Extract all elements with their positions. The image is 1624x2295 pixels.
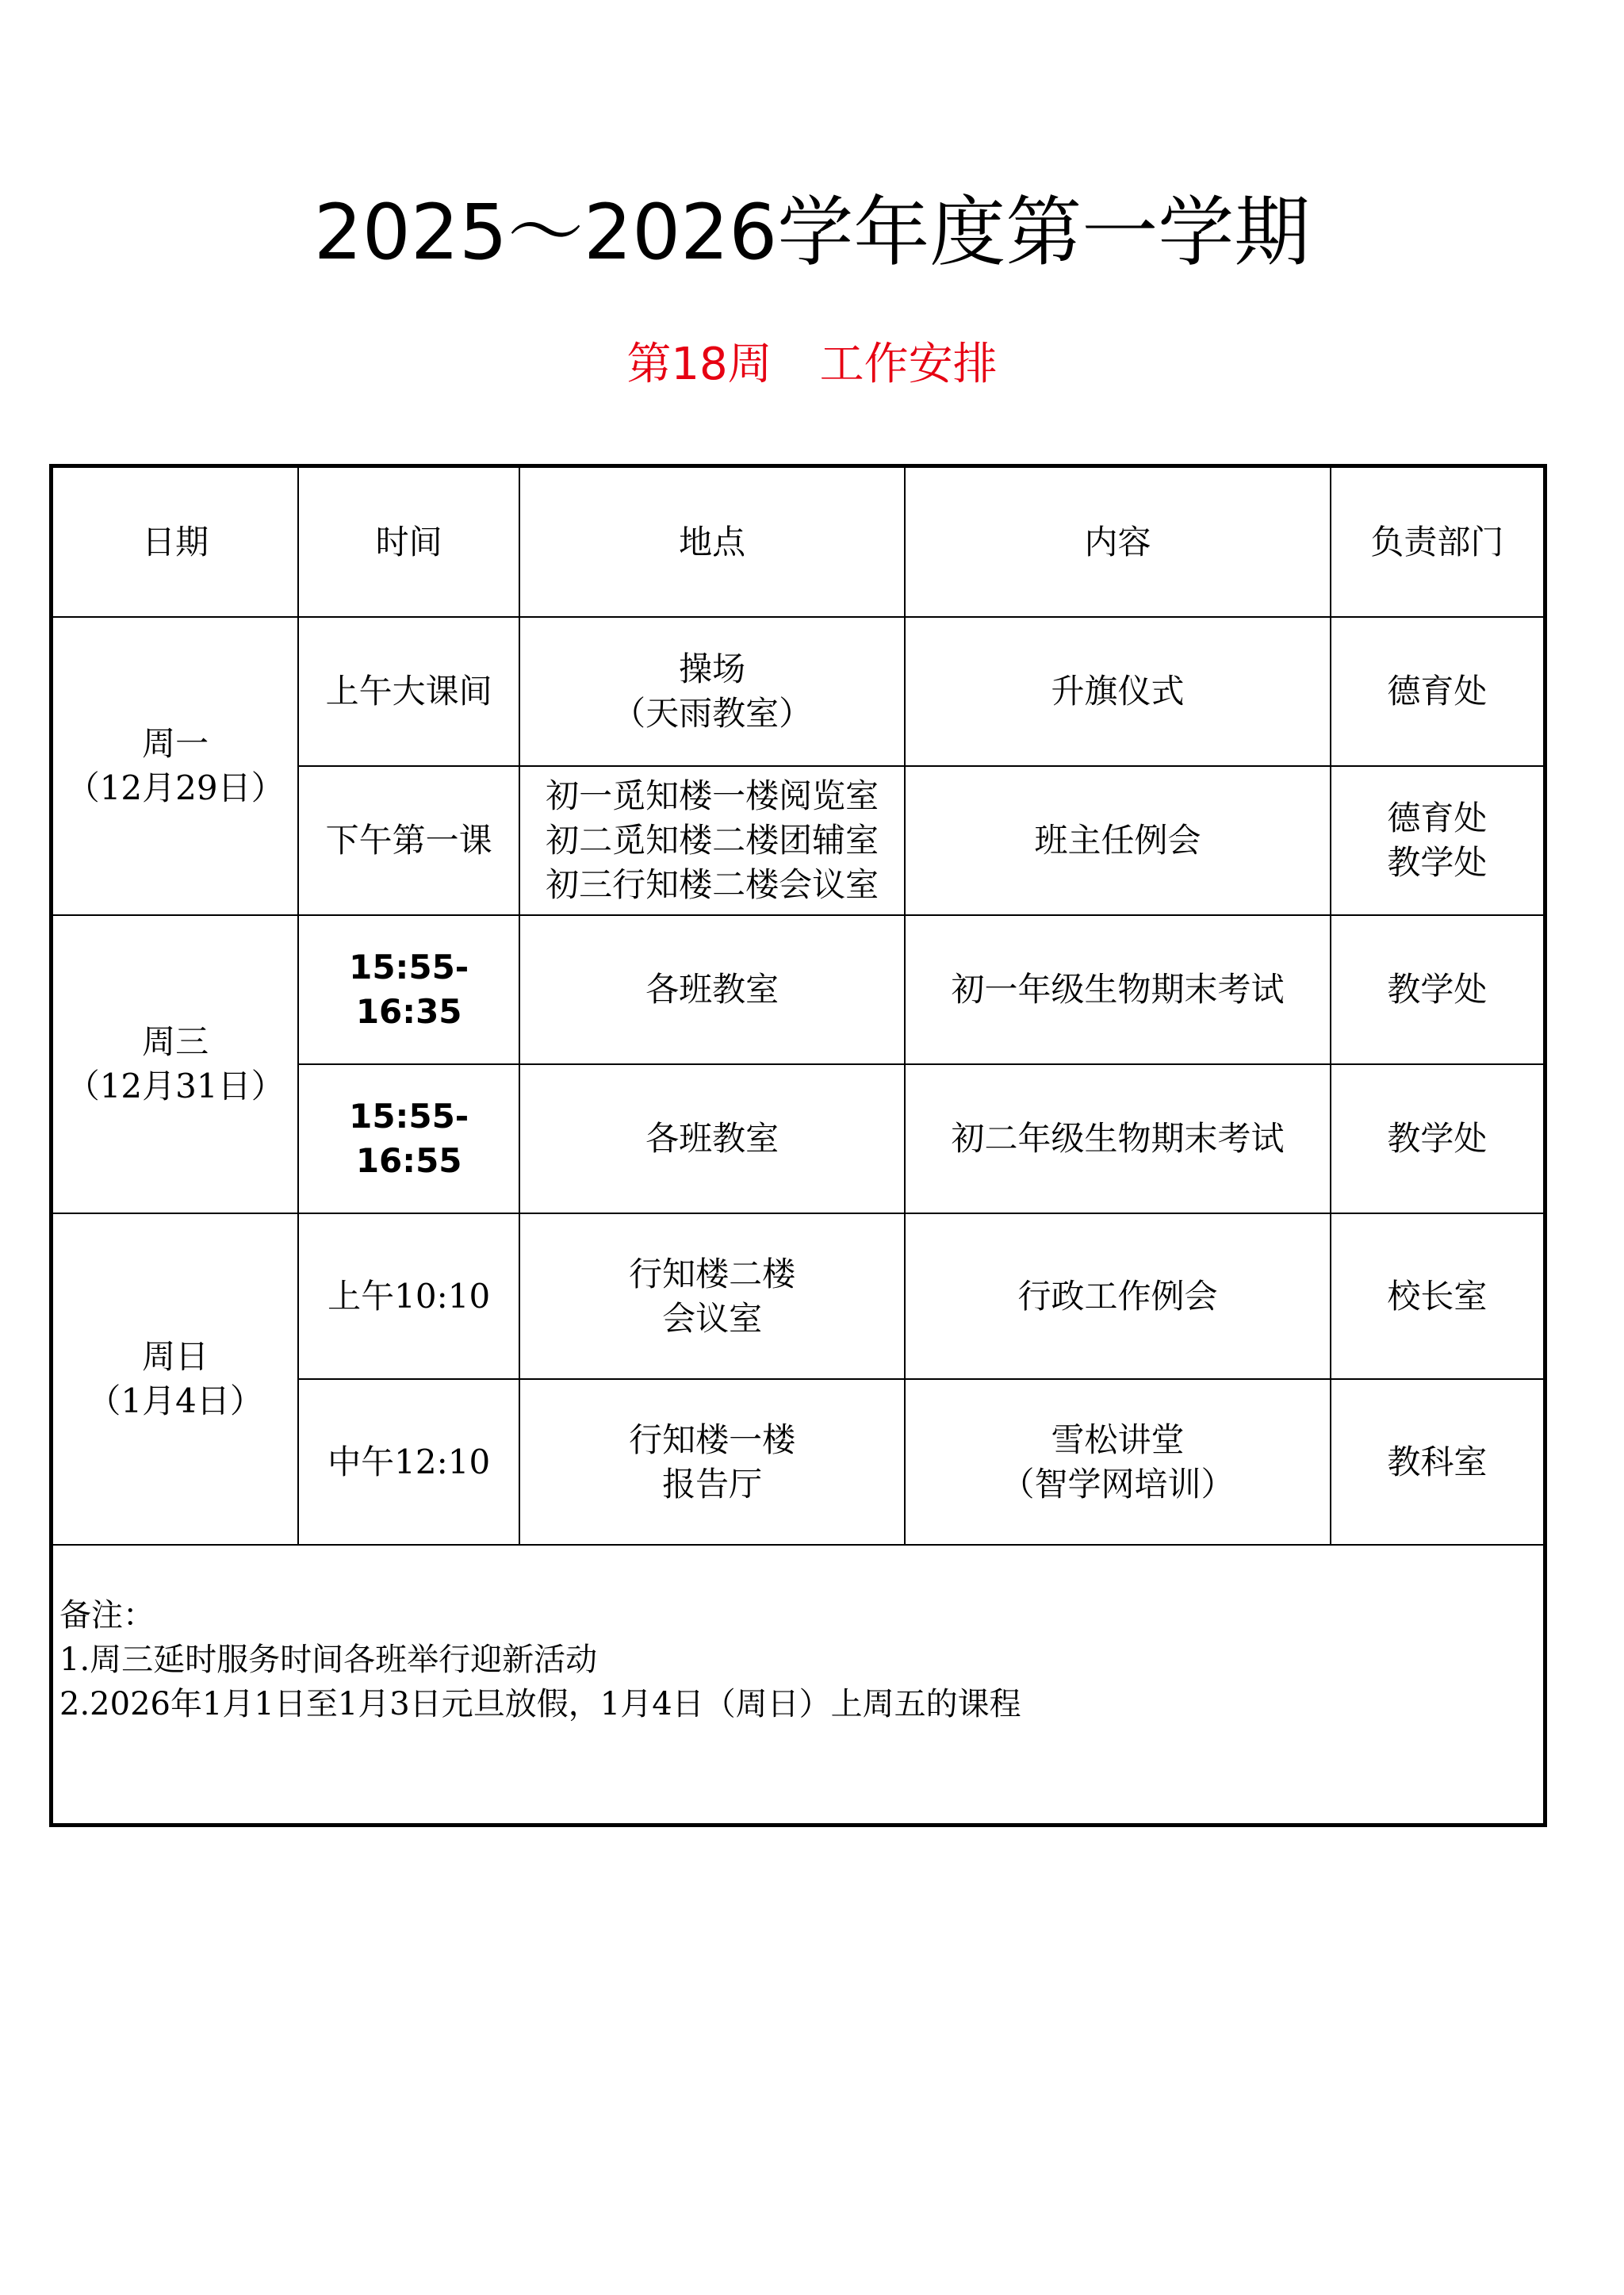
note-item: 2.2026年1月1日至1月3日元旦放假，1月4日（周日）上周五的课程	[59, 1686, 1021, 1722]
day-date: （12月31日）	[66, 1067, 285, 1105]
content-cell: 升旗仪式	[905, 617, 1330, 766]
content-cell: 初二年级生物期末考试	[905, 1064, 1330, 1213]
header-place: 地点	[519, 466, 905, 618]
content-cell	[905, 1379, 1330, 1545]
place-line: 报告厅	[662, 1464, 763, 1504]
place-line: 初三行知楼二楼会议室	[546, 865, 879, 904]
day-date: （1月4日）	[87, 1381, 263, 1420]
table-row	[52, 915, 1545, 1064]
header-date: 日期	[52, 466, 299, 618]
dept-cell: 德育处	[1331, 617, 1545, 766]
header-time: 时间	[298, 466, 519, 618]
dept-cell: 教学处	[1331, 915, 1545, 1064]
notes-heading: 备注：	[59, 1597, 155, 1634]
dept-cell	[1331, 766, 1545, 915]
day-label: 周一	[142, 724, 209, 763]
day-cell	[52, 617, 299, 915]
place-cell	[519, 1379, 905, 1545]
schedule-table	[49, 464, 1547, 1827]
subtitle-label: 工作安排	[819, 339, 998, 390]
header-dept: 负责部门	[1331, 466, 1545, 618]
place-line: 初一觅知楼一楼阅览室	[546, 776, 879, 815]
time-cell: 下午第一课	[298, 766, 519, 915]
place-line: 初二觅知楼二楼团辅室	[546, 821, 879, 860]
dept-cell: 教科室	[1331, 1379, 1545, 1545]
content-cell: 初一年级生物期末考试	[905, 915, 1330, 1064]
day-label: 周三	[142, 1022, 209, 1061]
table-row	[52, 617, 1545, 766]
dept-cell: 校长室	[1331, 1213, 1545, 1379]
subtitle-week: 第18周	[626, 339, 772, 390]
time-cell: 上午10:10	[298, 1213, 519, 1379]
content-cell: 班主任例会	[905, 766, 1330, 915]
day-date: （12月29日）	[66, 768, 285, 807]
day-label: 周日	[142, 1337, 209, 1376]
place-line: 行知楼一楼	[629, 1420, 796, 1459]
dept-line: 德育处	[1387, 799, 1488, 837]
place-cell	[519, 1213, 905, 1379]
place-line: 操场	[679, 649, 746, 688]
dept-line: 教学处	[1387, 843, 1488, 882]
dept-cell: 教学处	[1331, 1064, 1545, 1213]
header-row	[52, 466, 1545, 618]
notes-row	[52, 1545, 1545, 1826]
place-line: 会议室	[662, 1298, 763, 1338]
document-title: 2025～2026学年度第一学期	[313, 188, 1311, 277]
place-cell	[519, 766, 905, 915]
place-cell: 各班教室	[519, 915, 905, 1064]
document-subtitle	[0, 337, 1624, 393]
place-cell	[519, 617, 905, 766]
time-cell: 15:55-16:35	[298, 915, 519, 1064]
content-line: 雪松讲堂	[1051, 1420, 1185, 1459]
header-content: 内容	[905, 466, 1330, 618]
notes-cell	[52, 1545, 1545, 1826]
content-cell: 行政工作例会	[905, 1213, 1330, 1379]
time-cell: 上午大课间	[298, 617, 519, 766]
table-row	[52, 1213, 1545, 1379]
day-cell	[52, 915, 299, 1213]
day-cell	[52, 1213, 299, 1545]
place-line: （天雨教室）	[612, 694, 813, 733]
place-cell: 各班教室	[519, 1064, 905, 1213]
time-cell: 中午12:10	[298, 1379, 519, 1545]
content-line: （智学网培训）	[1001, 1464, 1235, 1504]
note-item: 1.周三延时服务时间各班举行迎新活动	[59, 1642, 598, 1678]
time-cell: 15:55-16:55	[298, 1064, 519, 1213]
place-line: 行知楼二楼	[629, 1254, 796, 1293]
